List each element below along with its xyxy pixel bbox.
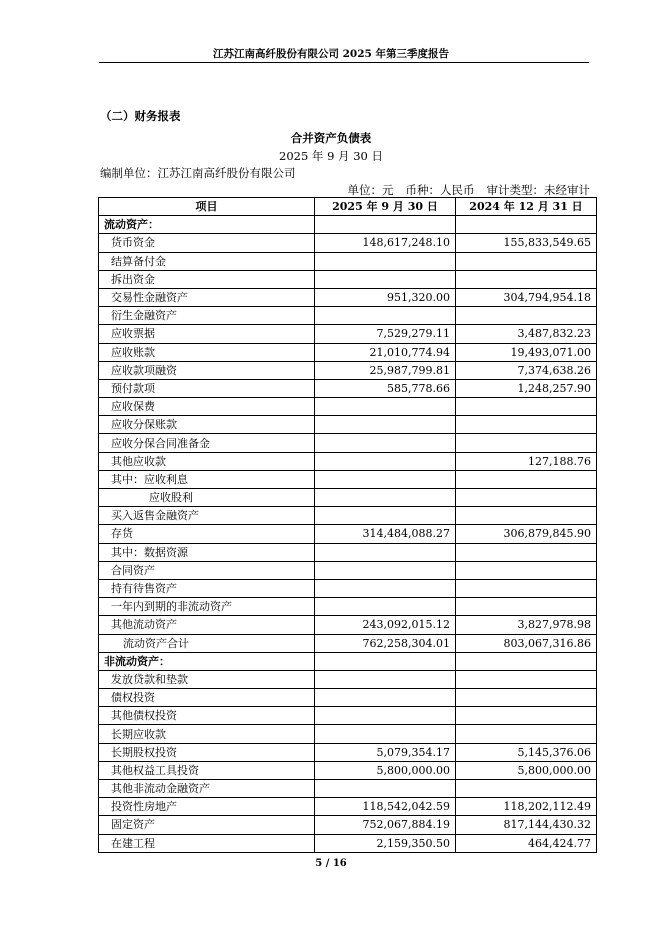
table-row bbox=[99, 252, 597, 270]
value-current-period: 314,484,088.27 bbox=[315, 525, 456, 543]
row-label: 非流动资产： bbox=[99, 652, 315, 670]
value-prior-period bbox=[456, 725, 597, 743]
value-current-period: 762,258,304.01 bbox=[315, 634, 456, 652]
table-row bbox=[99, 543, 597, 561]
row-label: 投资性房地产 bbox=[99, 798, 315, 816]
unit-label: 单位：元 bbox=[347, 183, 394, 197]
row-label: 衍生金融资产 bbox=[99, 307, 315, 325]
table-row bbox=[99, 379, 597, 397]
row-label: 债权投资 bbox=[99, 689, 315, 707]
table-row bbox=[99, 216, 597, 234]
value-prior-period: 817,144,430.32 bbox=[456, 816, 597, 834]
table-row bbox=[99, 307, 597, 325]
value-current-period bbox=[315, 670, 456, 688]
value-current-period bbox=[315, 507, 456, 525]
value-prior-period bbox=[456, 216, 597, 234]
value-current-period bbox=[315, 689, 456, 707]
table-row bbox=[99, 652, 597, 670]
row-label: 在建工程 bbox=[99, 834, 315, 852]
value-prior-period bbox=[456, 307, 597, 325]
value-current-period bbox=[315, 598, 456, 616]
value-current-period: 118,542,042.59 bbox=[315, 798, 456, 816]
value-current-period: 5,800,000.00 bbox=[315, 761, 456, 779]
value-prior-period bbox=[456, 707, 597, 725]
row-label: 应收保费 bbox=[99, 398, 315, 416]
value-prior-period bbox=[456, 252, 597, 270]
table-row bbox=[99, 616, 597, 634]
value-current-period bbox=[315, 434, 456, 452]
value-prior-period bbox=[456, 398, 597, 416]
table-row bbox=[99, 452, 597, 470]
table-row bbox=[99, 670, 597, 688]
value-current-period bbox=[315, 307, 456, 325]
table-row bbox=[99, 416, 597, 434]
table-row bbox=[99, 489, 597, 507]
row-label: 其中：应收利息 bbox=[99, 470, 315, 488]
value-prior-period: 304,794,954.18 bbox=[456, 288, 597, 306]
value-current-period bbox=[315, 489, 456, 507]
table-row bbox=[99, 761, 597, 779]
table-row bbox=[99, 780, 597, 798]
table-row bbox=[99, 470, 597, 488]
row-label: 应收账款 bbox=[99, 343, 315, 361]
value-current-period: 243,092,015.12 bbox=[315, 616, 456, 634]
value-current-period bbox=[315, 452, 456, 470]
row-label: 其他非流动金融资产 bbox=[99, 780, 315, 798]
value-prior-period bbox=[456, 780, 597, 798]
value-current-period bbox=[315, 707, 456, 725]
table-row bbox=[99, 834, 597, 852]
value-prior-period bbox=[456, 543, 597, 561]
row-label: 买入返售金融资产 bbox=[99, 507, 315, 525]
table-row bbox=[99, 598, 597, 616]
value-current-period bbox=[315, 252, 456, 270]
compiling-organization: 编制单位：江苏江南高纤股份有限公司 bbox=[100, 166, 296, 180]
value-prior-period bbox=[456, 689, 597, 707]
value-current-period: 585,778.66 bbox=[315, 379, 456, 397]
row-label: 其他债权投资 bbox=[99, 707, 315, 725]
row-label: 存货 bbox=[99, 525, 315, 543]
table-row bbox=[99, 398, 597, 416]
table-row bbox=[99, 689, 597, 707]
value-prior-period: 3,827,978.98 bbox=[456, 616, 597, 634]
table-row bbox=[99, 525, 597, 543]
report-title: 合并资产负债表 bbox=[290, 131, 372, 145]
row-label: 其中：数据资源 bbox=[99, 543, 315, 561]
value-current-period bbox=[315, 470, 456, 488]
value-current-period bbox=[315, 543, 456, 561]
row-label: 拆出资金 bbox=[99, 270, 315, 288]
row-label: 持有待售资产 bbox=[99, 579, 315, 597]
value-prior-period: 1,248,257.90 bbox=[456, 379, 597, 397]
row-label: 发放贷款和垫款 bbox=[99, 670, 315, 688]
table-row bbox=[99, 798, 597, 816]
value-prior-period: 5,145,376.06 bbox=[456, 743, 597, 761]
value-current-period bbox=[315, 398, 456, 416]
value-prior-period: 155,833,549.65 bbox=[456, 234, 597, 252]
table-row bbox=[99, 634, 597, 652]
table-row bbox=[99, 816, 597, 834]
value-prior-period: 3,487,832.23 bbox=[456, 325, 597, 343]
value-prior-period: 5,800,000.00 bbox=[456, 761, 597, 779]
row-label: 固定资产 bbox=[99, 816, 315, 834]
row-label: 应收分保合同准备金 bbox=[99, 434, 315, 452]
value-prior-period bbox=[456, 470, 597, 488]
table-row bbox=[99, 434, 597, 452]
value-prior-period: 306,879,845.90 bbox=[456, 525, 597, 543]
value-prior-period bbox=[456, 489, 597, 507]
row-label: 其他权益工具投资 bbox=[99, 761, 315, 779]
value-current-period bbox=[315, 780, 456, 798]
row-label: 交易性金融资产 bbox=[99, 288, 315, 306]
table-row bbox=[99, 288, 597, 306]
row-label: 长期应收款 bbox=[99, 725, 315, 743]
value-prior-period: 803,067,316.86 bbox=[456, 634, 597, 652]
value-prior-period: 19,493,071.00 bbox=[456, 343, 597, 361]
value-prior-period bbox=[456, 670, 597, 688]
value-prior-period bbox=[456, 270, 597, 288]
section-title: （二）财务报表 bbox=[100, 109, 181, 123]
document-header-title: 江苏江南高纤股份有限公司 2025 年第三季度报告 bbox=[212, 48, 450, 60]
report-date: 2025 年 9 月 30 日 bbox=[279, 149, 383, 163]
row-label: 合同资产 bbox=[99, 561, 315, 579]
value-current-period bbox=[315, 561, 456, 579]
balance-sheet-table bbox=[98, 197, 597, 853]
value-current-period: 21,010,774.94 bbox=[315, 343, 456, 361]
row-label: 流动资产合计 bbox=[99, 634, 315, 652]
value-current-period: 5,079,354.17 bbox=[315, 743, 456, 761]
value-prior-period: 7,374,638.26 bbox=[456, 361, 597, 379]
value-prior-period bbox=[456, 561, 597, 579]
value-current-period: 951,320.00 bbox=[315, 288, 456, 306]
currency-label: 币种：人民币 bbox=[405, 183, 475, 197]
unit-info bbox=[348, 182, 591, 198]
row-label: 应收款项融资 bbox=[99, 361, 315, 379]
value-current-period bbox=[315, 579, 456, 597]
value-current-period: 752,067,884.19 bbox=[315, 816, 456, 834]
row-label: 其他流动资产 bbox=[99, 616, 315, 634]
table-row bbox=[99, 270, 597, 288]
value-current-period: 2,159,350.50 bbox=[315, 834, 456, 852]
row-label: 一年内到期的非流动资产 bbox=[99, 598, 315, 616]
column-header-item: 项目 bbox=[99, 198, 315, 216]
value-prior-period bbox=[456, 507, 597, 525]
value-current-period bbox=[315, 652, 456, 670]
page-number: 5 / 16 bbox=[315, 858, 347, 869]
table-row bbox=[99, 343, 597, 361]
value-current-period bbox=[315, 725, 456, 743]
value-prior-period bbox=[456, 434, 597, 452]
row-label: 长期股权投资 bbox=[99, 743, 315, 761]
value-prior-period bbox=[456, 579, 597, 597]
table-row bbox=[99, 561, 597, 579]
row-label: 流动资产： bbox=[99, 216, 315, 234]
table-row bbox=[99, 743, 597, 761]
row-label: 应收分保账款 bbox=[99, 416, 315, 434]
header-divider bbox=[99, 62, 589, 63]
audit-type-label: 审计类型：未经审计 bbox=[486, 183, 590, 197]
table-row bbox=[99, 507, 597, 525]
table-row bbox=[99, 325, 597, 343]
value-prior-period: 118,202,112.49 bbox=[456, 798, 597, 816]
value-prior-period bbox=[456, 416, 597, 434]
value-current-period: 148,617,248.10 bbox=[315, 234, 456, 252]
table-row bbox=[99, 361, 597, 379]
row-label: 预付款项 bbox=[99, 379, 315, 397]
table-row bbox=[99, 234, 597, 252]
row-label: 其他应收款 bbox=[99, 452, 315, 470]
value-prior-period bbox=[456, 652, 597, 670]
value-prior-period: 464,424.77 bbox=[456, 834, 597, 852]
table-row bbox=[99, 707, 597, 725]
row-label: 应收票据 bbox=[99, 325, 315, 343]
column-header-prior: 2024 年 12 月 31 日 bbox=[456, 198, 597, 216]
value-current-period bbox=[315, 416, 456, 434]
row-label: 结算备付金 bbox=[99, 252, 315, 270]
row-label: 应收股利 bbox=[99, 489, 315, 507]
value-current-period: 7,529,279.11 bbox=[315, 325, 456, 343]
value-current-period bbox=[315, 270, 456, 288]
value-current-period: 25,987,799.81 bbox=[315, 361, 456, 379]
column-header-current: 2025 年 9 月 30 日 bbox=[315, 198, 456, 216]
row-label: 货币资金 bbox=[99, 234, 315, 252]
table-row bbox=[99, 579, 597, 597]
table-header-row bbox=[99, 198, 597, 216]
table-row bbox=[99, 725, 597, 743]
value-prior-period bbox=[456, 598, 597, 616]
value-prior-period: 127,188.76 bbox=[456, 452, 597, 470]
value-current-period bbox=[315, 216, 456, 234]
